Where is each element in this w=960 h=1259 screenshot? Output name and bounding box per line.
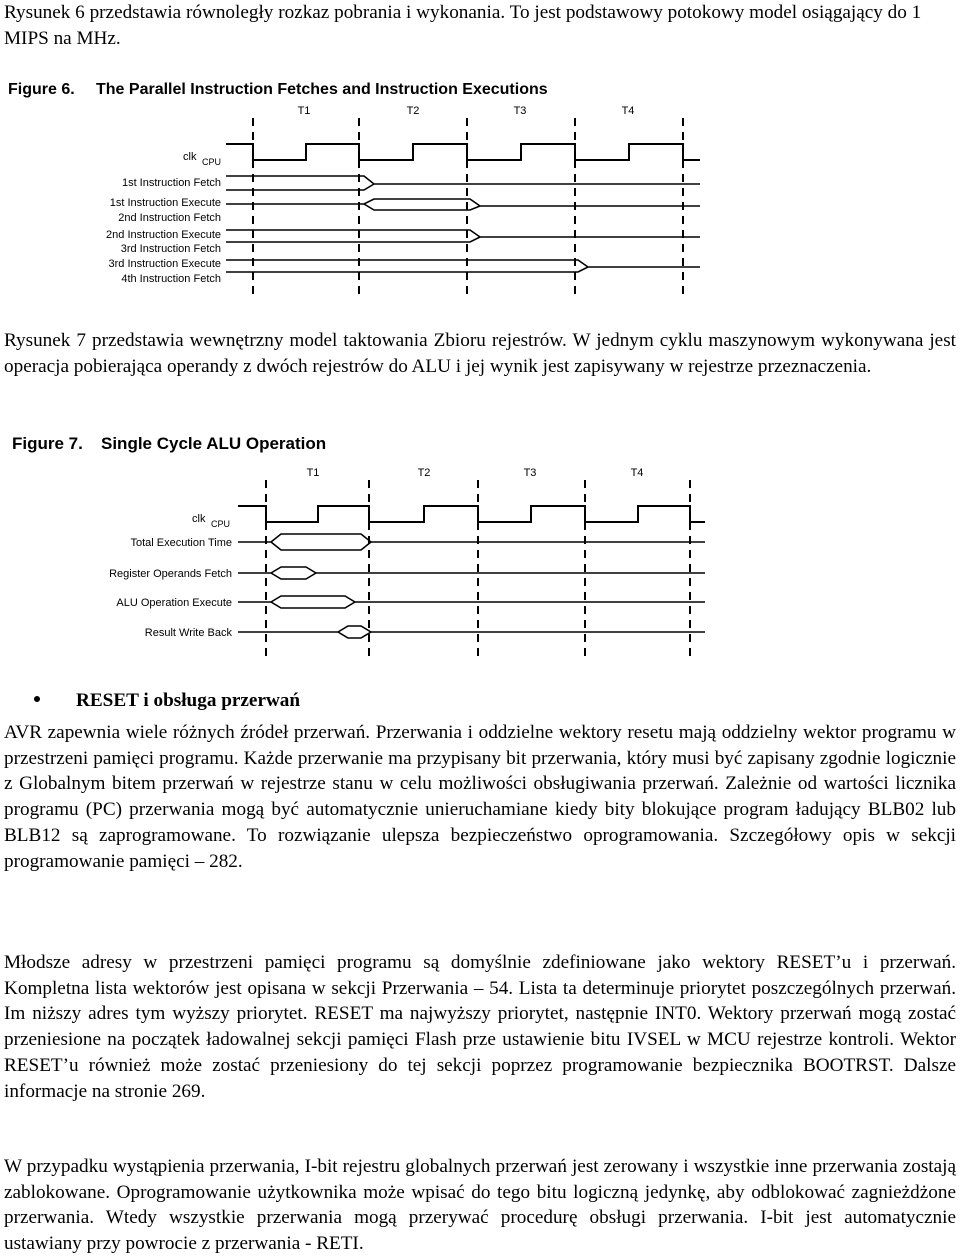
svg-text:CPU: CPU	[202, 157, 222, 167]
svg-text:ALU Operation Execute: ALU Operation Execute	[116, 597, 232, 609]
figure-6-period-t1: T1	[297, 105, 311, 117]
figure-6-clock-waveform	[226, 144, 700, 160]
figure-7-row-labels	[109, 537, 232, 639]
svg-text:1st Instruction Fetch: 1st Instruction Fetch	[121, 177, 221, 189]
figure-6-instruction-waveforms	[226, 176, 700, 272]
figure-6-timing-diagram	[0, 72, 960, 300]
figure-7-period-t1: T1	[306, 467, 320, 479]
bullet-point	[34, 696, 40, 702]
figure-7-operation-waveforms	[238, 534, 705, 638]
figure-6-row-labels	[106, 177, 221, 285]
svg-text:CPU: CPU	[211, 519, 231, 529]
svg-text:2nd Instruction Execute: 2nd Instruction Execute	[106, 229, 221, 241]
figure-7-clock-waveform	[238, 506, 705, 522]
svg-text:Result Write Back: Result Write Back	[144, 627, 232, 639]
figure-6-label: Figure 6.	[8, 81, 75, 98]
figure-7	[0, 424, 960, 665]
section-heading: RESET i obsługa przerwań	[76, 690, 301, 711]
figure-6-title: The Parallel Instruction Fetches and Instruction Executions	[96, 81, 548, 98]
svg-text:Total Execution Time: Total Execution Time	[130, 537, 232, 549]
svg-text:Register Operands Fetch: Register Operands Fetch	[109, 568, 232, 580]
svg-text:clk: clk	[192, 513, 206, 525]
paragraph-interrupt-sources: AVR zapewnia wiele różnych źródeł przerwań. Przerwania i oddzielne wektory resetu mają oddzielny wektor programu w przestrzeni pamięci programu. Każde przerwanie ma przypisany bit przerwania, który musi być zapisany zgodnie logicznie z Globalnym bitem przerwań w rejestrze stanu w celu możliwości obsługiwania przerwań. Zależnie od wartości licznika programu (PC) przerwania mogą być automatycznie unieruchamiane kiedy bity blokujące program ładujący BLB02 lub BLB12 są zaprogramowane. To rozwiązanie ulepsza bezpieczeństwo oprogramowania. Szczegółowy opis w sekcji programowanie pamięci – 282.	[4, 722, 956, 872]
svg-text:2nd Instruction Fetch: 2nd Instruction Fetch	[118, 212, 221, 224]
figure-7-period-t2: T2	[417, 467, 431, 479]
figure-6-period-t3: T3	[513, 105, 527, 117]
svg-text:3rd Instruction Execute: 3rd Instruction Execute	[108, 258, 221, 270]
svg-text:1st Instruction Execute: 1st Instruction Execute	[109, 197, 221, 209]
paragraph-figure6-intro: Rysunek 6 przedstawia równoległy rozkaz pobrania i wykonania. To jest podstawowy potokowy model osiągający do 1 MIPS na MHz.	[4, 2, 922, 49]
figure-6	[0, 72, 960, 305]
figure-7-period-t4: T4	[630, 467, 644, 479]
svg-text:3rd Instruction Fetch: 3rd Instruction Fetch	[120, 243, 221, 255]
figure-6-period-t4: T4	[621, 105, 635, 117]
figure-6-period-t2: T2	[406, 105, 420, 117]
paragraph-figure7-intro: Rysunek 7 przedstawia wewnętrzny model taktowania Zbioru rejestrów. W jednym cyklu maszynowym wykonywana jest operacja pobierająca operandy z dwóch rejestrów do ALU i jej wynik jest zapisywany w rejestrze przeznaczenia.	[4, 330, 956, 377]
figure-6-clk-label	[183, 151, 221, 167]
figure-7-clk-label	[192, 513, 230, 529]
figure-7-timing-diagram	[0, 424, 960, 660]
svg-text:clk: clk	[183, 151, 197, 163]
svg-text:4th Instruction Fetch: 4th Instruction Fetch	[121, 273, 221, 285]
figure-7-period-t3: T3	[523, 467, 537, 479]
figure-7-title: Single Cycle ALU Operation	[101, 434, 327, 453]
figure-7-label: Figure 7.	[12, 434, 83, 453]
paragraph-interrupt-vectors: Młodsze adresy w przestrzeni pamięci programu są domyślnie zdefiniowane jako wektory RESET’u i przerwań. Kompletna lista wektorów jest opisana w sekcji Przerwania – 54. Lista ta determinuje priorytet poszczególnych przerwań. Im niższy adres tym wyższy priorytet. RESET ma najwyższy priorytet, następnie INT0. Wektory przerwań mogą zostać przeniesione na początek ładowalnej sekcji pamięci Flash prze ustawienie bitu IVSEL w MCU rejestrze kontroli. Wektor RESET’u również może zostać przeniesiony do tej sekcji poprzez programowanie bezpiecznika BOOTRST. Dalsze informacje na stronie 269.	[4, 952, 956, 1102]
paragraph-interrupt-handling: W przypadku wystąpienia przerwania, I-bit rejestru globalnych przerwań jest zerowany i wszystkie inne przerwania zostają zablokowane. Oprogramowanie użytkownika może wpisać do tego bitu logiczną jedynkę, aby odblokować zagnieżdżone przerwania. Wtedy wszystkie przerwania mogą przerywać procedurę obsługi przerwania. I-bit jest automatycznie ustawiany przy powrocie z przerwania - RETI.	[4, 1156, 956, 1255]
